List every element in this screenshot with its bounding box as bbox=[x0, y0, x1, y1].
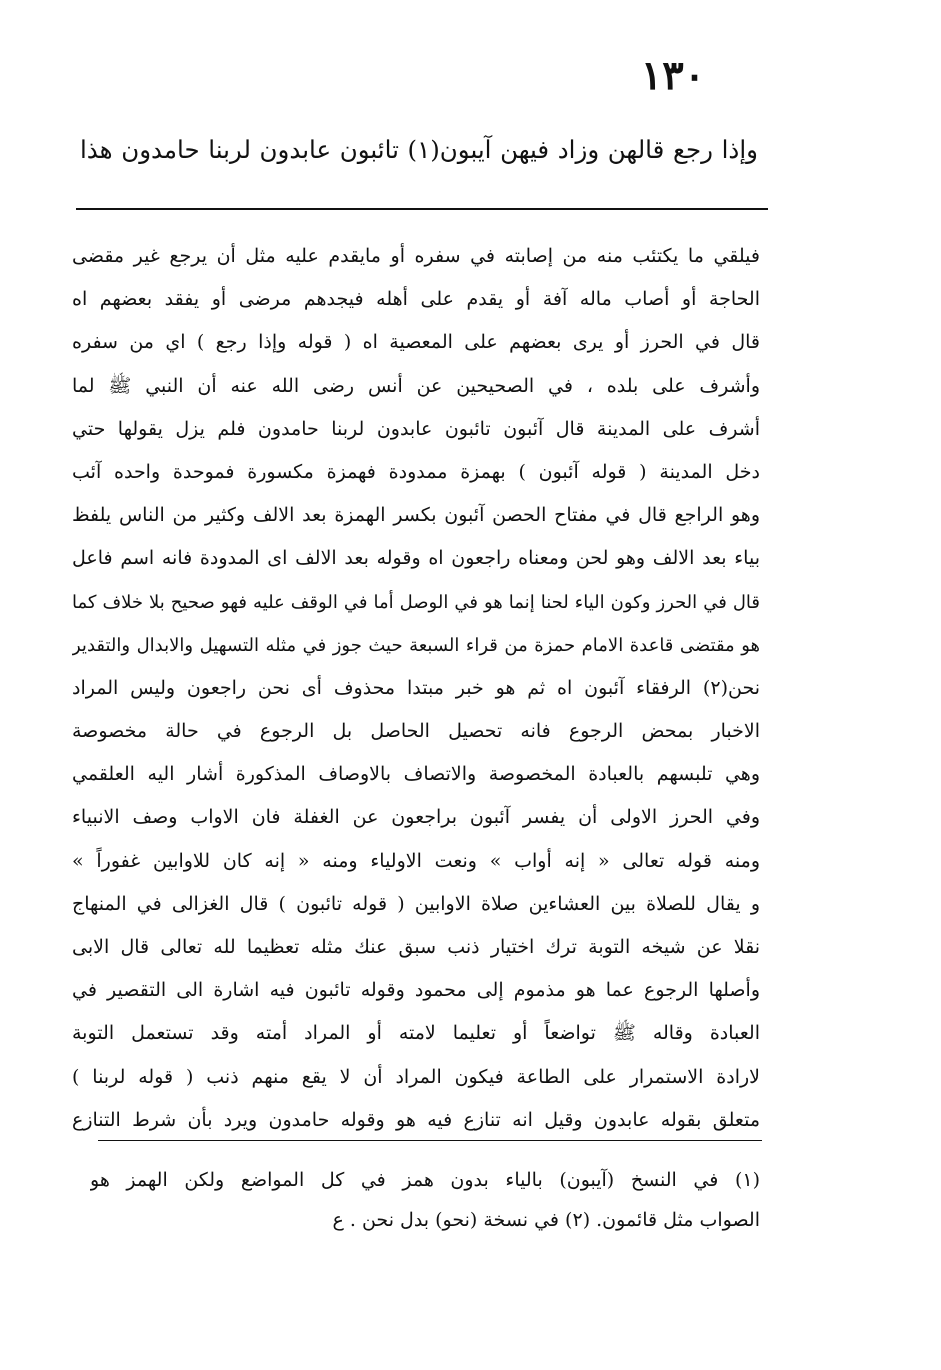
footnote-line: الصواب مثل قائمون. (٢) في نسخة (نحو) بدل نحن . ع bbox=[332, 1209, 760, 1231]
commentary-line: لارادة الاستمرار على الطاعة فيكون المراد أن لا يقع منهم ذنب ( قوله لربنا ) bbox=[72, 1065, 760, 1088]
footnote-divider bbox=[98, 1140, 762, 1141]
commentary-line: فيلقي ما يكتئب منه من إصابته في سفره أو مايقدم عليه مثل أن يرجع غير مقضى bbox=[72, 245, 760, 267]
commentary-line: نحن(٢) الرفقاء آئبون اه ثم هو خبر مبتدا محذوف أى نحن راجعون وليس المراد bbox=[72, 676, 760, 699]
hadith-text-line: وإذا رجع قالهن وزاد فيهن آيبون(١) تائبون عابدون لربنا حامدون هذا bbox=[80, 135, 758, 164]
top-divider bbox=[76, 208, 768, 210]
footnotes bbox=[90, 1160, 760, 1240]
commentary-line: العبادة وقاله ﷺ تواضعاً أو تعليما لامته أو المراد أمته وقد تستعمل التوبة bbox=[72, 1022, 760, 1045]
commentary-line: الاخبار بمحض الرجوع فانه تحصيل الحاصل بل الرجوع في حالة مخصوصة bbox=[72, 720, 760, 743]
commentary-line: وفي الحرز الاولى أن يفسر آئبون براجعون عن الغفلة فان الاواب وصف الانبياء bbox=[72, 806, 760, 829]
commentary-line: و يقال للصلاة بين العشاءين صلاة الاوابين ( قوله تائبون ) قال الغزالى في المنهاج bbox=[72, 892, 760, 915]
commentary-line: وهي تلبسهم بالعبادة المخصوصة والاتصاف بالاوصاف المذكورة أشار اليه العلقمي bbox=[72, 763, 760, 786]
commentary-line: متعلق بقوله عابدون وقيل انه تنازع فيه هو وقوله حامدون ويرد بأن شرط التنازع bbox=[72, 1108, 760, 1131]
commentary-line: قال في الحرز وكون الياء لحنا إنما هو في الوصل أما في الوقف عليه فهو صحيح بلا خلاف كما bbox=[72, 591, 760, 613]
commentary-line: دخل المدينة ( قوله آئبون ) بهمزة ممدودة فهمزة مكسورة فموحدة واحده آئب bbox=[72, 460, 760, 483]
commentary-line: وأشرف على بلده ، في الصحيحين عن أنس رضى الله عنه أن النبي ﷺ لما bbox=[72, 374, 760, 397]
commentary-line: قال في الحرز أو يرى بعضهم على المعصية اه ( قوله وإذا رجع ) اي من سفره bbox=[72, 331, 760, 354]
commentary-line: بياء بعد الالف وهو لحن ومعناه راجعون اه وقوله بعد الالف اى المدودة فانه اسم فاعل bbox=[72, 547, 760, 570]
commentary-line: نقلا عن شيخه التوبة ترك اختيار ذنب سبق عنك مثله تعظيما لله تعالى قال الابى bbox=[72, 936, 760, 958]
commentary-line: أشرف على المدينة قال آئبون تائبون عابدون لربنا حامدون فلم يزل يقولها حتي bbox=[72, 417, 760, 440]
commentary-block bbox=[72, 235, 760, 1142]
commentary-line: هو مقتضى قاعدة الامام حمزة من قراء السبعة حيث جوز في مثله التسهيل والابدال والتقدير bbox=[72, 634, 760, 656]
commentary-line: ومنه قوله تعالى « إنه أواب » ونعت الاولياء ومنه « إنه كان للاوابين غفوراً » bbox=[72, 849, 760, 872]
commentary-line: الحاجة أو أصاب ماله آفة أو يقدم على أهله فيجدهم مرضى أو يفقد بعضهم اه bbox=[72, 288, 760, 311]
commentary-line: وأصلها الرجوع عما هو مذموم إلى محمود وقوله تائبون فيه اشارة الى التقصير في bbox=[72, 979, 760, 1002]
footnote-line: (١) في النسخ (آيبون) بالياء بدون همز في كل المواضع ولكن الهمز هو bbox=[90, 1169, 760, 1191]
commentary-line: وهو الراجع قال في مفتاح الحصن آئبون بكسر الهمزة بعد الالف وكثير من الناس يلفظ bbox=[72, 504, 760, 527]
page-number: ١٣٠ bbox=[640, 52, 706, 99]
